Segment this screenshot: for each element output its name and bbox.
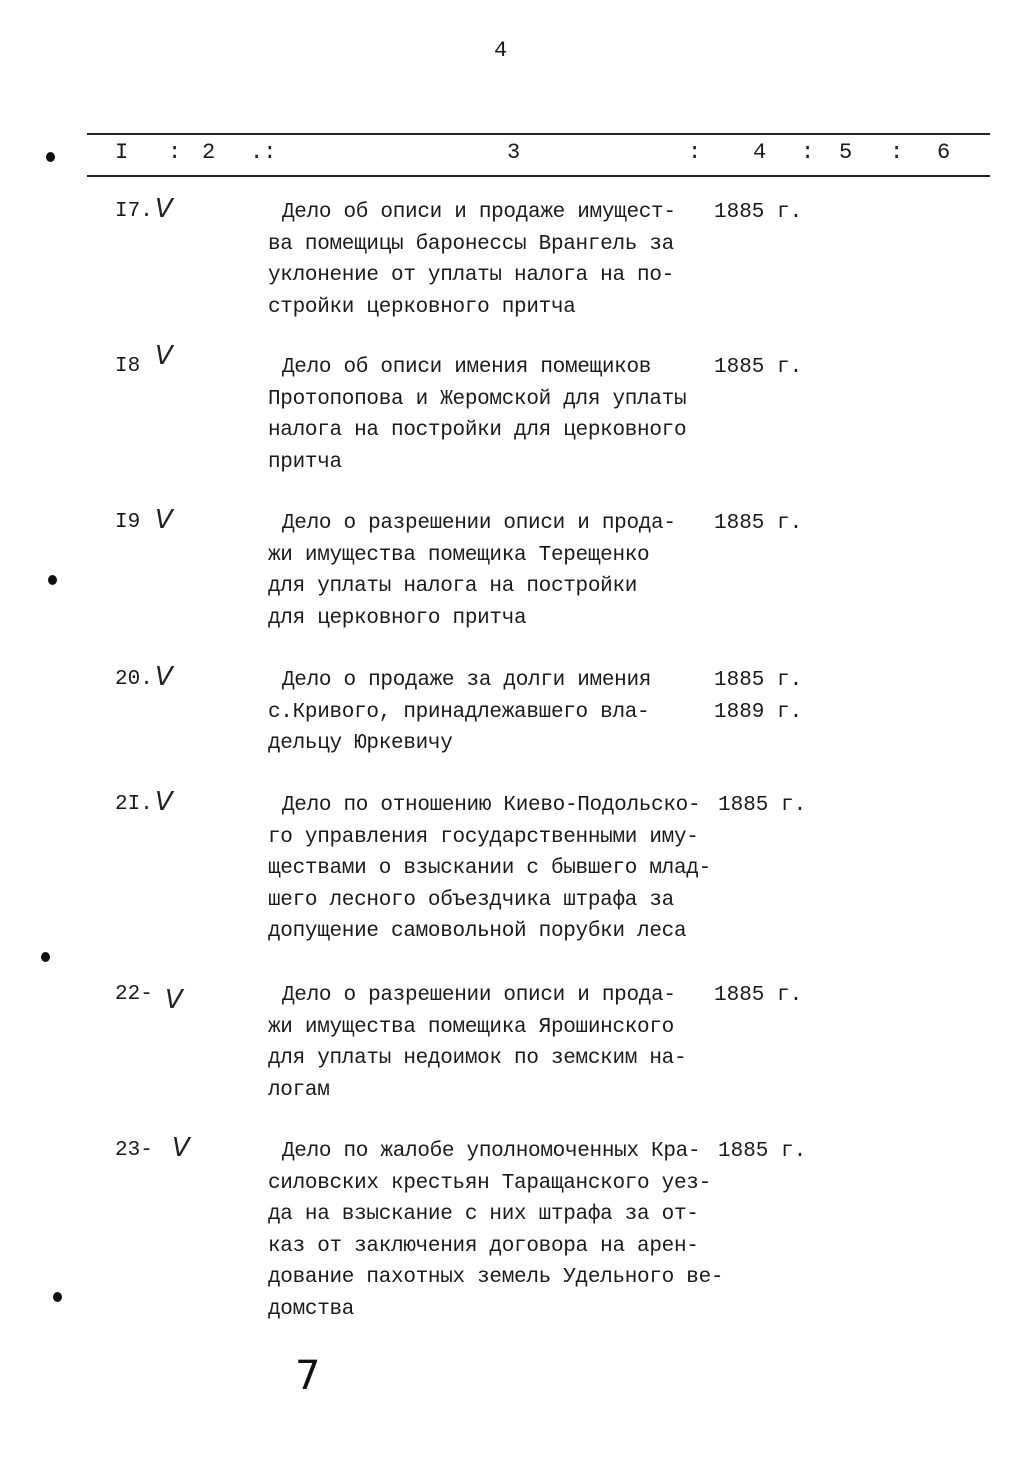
description-line: допущение самовольной порубки леса — [268, 920, 687, 943]
punch-hole-dot — [41, 952, 50, 962]
checkmark-icon: V — [165, 985, 183, 1015]
description-line: для церковного притча — [268, 606, 527, 630]
header-top-rule — [87, 133, 990, 135]
page-number: 4 — [494, 38, 508, 63]
entry-description — [268, 352, 686, 478]
entry-description — [268, 1136, 723, 1325]
entry-number: I9 — [115, 511, 141, 534]
entry-description — [268, 980, 686, 1106]
description-line: жи имущества помещика Ярошинского — [268, 1015, 674, 1039]
checkmark-icon: V — [155, 505, 173, 535]
description-line: Дело об описи и продаже имущест- — [282, 201, 676, 224]
description-line: да на взыскание с них штрафа за от- — [268, 1203, 699, 1226]
entry-description — [268, 665, 651, 760]
entry-dates — [718, 1136, 806, 1168]
header-bottom-rule — [87, 175, 990, 177]
checkmark-icon: V — [155, 787, 173, 817]
entry-number: 20. — [115, 668, 153, 691]
column-header: 6 — [937, 140, 951, 165]
column-separator: : — [890, 140, 904, 165]
handwritten-mark: 7 — [295, 1353, 321, 1399]
description-line: Дело о разрешении описи и прода- — [282, 512, 676, 535]
entry-date: 1885 г. — [718, 794, 807, 817]
entry-dates — [714, 665, 802, 728]
description-line: притча — [268, 450, 342, 474]
column-separator: .: — [250, 140, 277, 165]
description-line: дельцу Юркевичу — [268, 732, 453, 755]
description-line: уклонение от уплаты налога на по- — [268, 264, 674, 287]
checkmark-icon: V — [155, 662, 173, 692]
entry-dates — [714, 980, 802, 1012]
description-line: дование пахотных земель Удельного ве- — [268, 1266, 724, 1289]
entry-description — [268, 790, 711, 948]
description-line: Дело по отношению Киево-Подольско- — [282, 794, 701, 817]
description-line: для уплаты налога на постройки — [268, 575, 638, 598]
entry-date: 1885 г. — [714, 512, 803, 535]
entry-date: 1889 г. — [714, 700, 803, 724]
description-line: жи имущества помещика Терещенко — [268, 543, 650, 567]
punch-hole-dot — [53, 1292, 62, 1302]
column-header: 3 — [507, 140, 521, 165]
description-line: каз от заключения договора на арен- — [268, 1234, 699, 1258]
punch-hole-dot — [48, 575, 57, 585]
description-line: силовских крестьян Таращанского уез- — [268, 1171, 711, 1195]
description-line: Дело о разрешении описи и прода- — [282, 984, 676, 1007]
description-line: ществами о взыскании с бывшего млад- — [268, 857, 711, 880]
description-line: стройки церковного притча — [268, 295, 576, 319]
checkmark-icon: V — [155, 194, 173, 224]
entry-dates — [714, 197, 802, 229]
checkmark-icon: V — [155, 341, 173, 371]
description-line: домства — [268, 1297, 355, 1321]
column-header: I — [115, 140, 129, 165]
description-line: Дело по жалобе уполномоченных Кра- — [282, 1140, 701, 1163]
entry-date: 1885 г. — [714, 669, 803, 692]
column-separator: : — [801, 140, 815, 165]
description-line: Протопопова и Жеромской для уплаты — [268, 387, 687, 411]
column-header: 5 — [839, 140, 853, 165]
entry-description — [268, 508, 676, 634]
entry-dates — [714, 352, 802, 384]
description-line: Дело об описи имения помещиков — [282, 356, 652, 379]
entry-date: 1885 г. — [714, 201, 803, 224]
description-line: ва помещицы баронессы Врангель за — [268, 232, 674, 256]
description-line: для уплаты недоимок по земским на- — [268, 1047, 687, 1070]
punch-hole-dot — [46, 152, 55, 162]
entry-number: 22- — [115, 983, 153, 1006]
description-line: налога на постройки для церковного — [268, 419, 687, 442]
column-header: 2 — [202, 140, 216, 165]
description-line: с.Кривого, принадлежавшего вла- — [268, 700, 650, 724]
entry-date: 1885 г. — [718, 1140, 807, 1163]
entry-number: 23- — [115, 1139, 153, 1162]
entry-number: I7. — [115, 200, 153, 223]
description-line: шего лесного объездчика штрафа за — [268, 888, 674, 912]
description-line: Дело о продаже за долги имения — [282, 669, 652, 692]
entry-dates — [718, 790, 806, 822]
entry-description — [268, 197, 676, 323]
entry-date: 1885 г. — [714, 984, 803, 1007]
entry-date: 1885 г. — [714, 356, 803, 379]
entry-number: 2I. — [115, 793, 153, 816]
description-line: логам — [268, 1078, 330, 1102]
entry-number: I8 — [115, 355, 141, 378]
checkmark-icon: V — [172, 1133, 190, 1163]
description-line: го управления государственными иму- — [268, 825, 699, 849]
column-separator: : — [168, 140, 182, 165]
column-separator: : — [688, 140, 702, 165]
column-header: 4 — [753, 140, 767, 165]
entry-dates — [714, 508, 802, 540]
